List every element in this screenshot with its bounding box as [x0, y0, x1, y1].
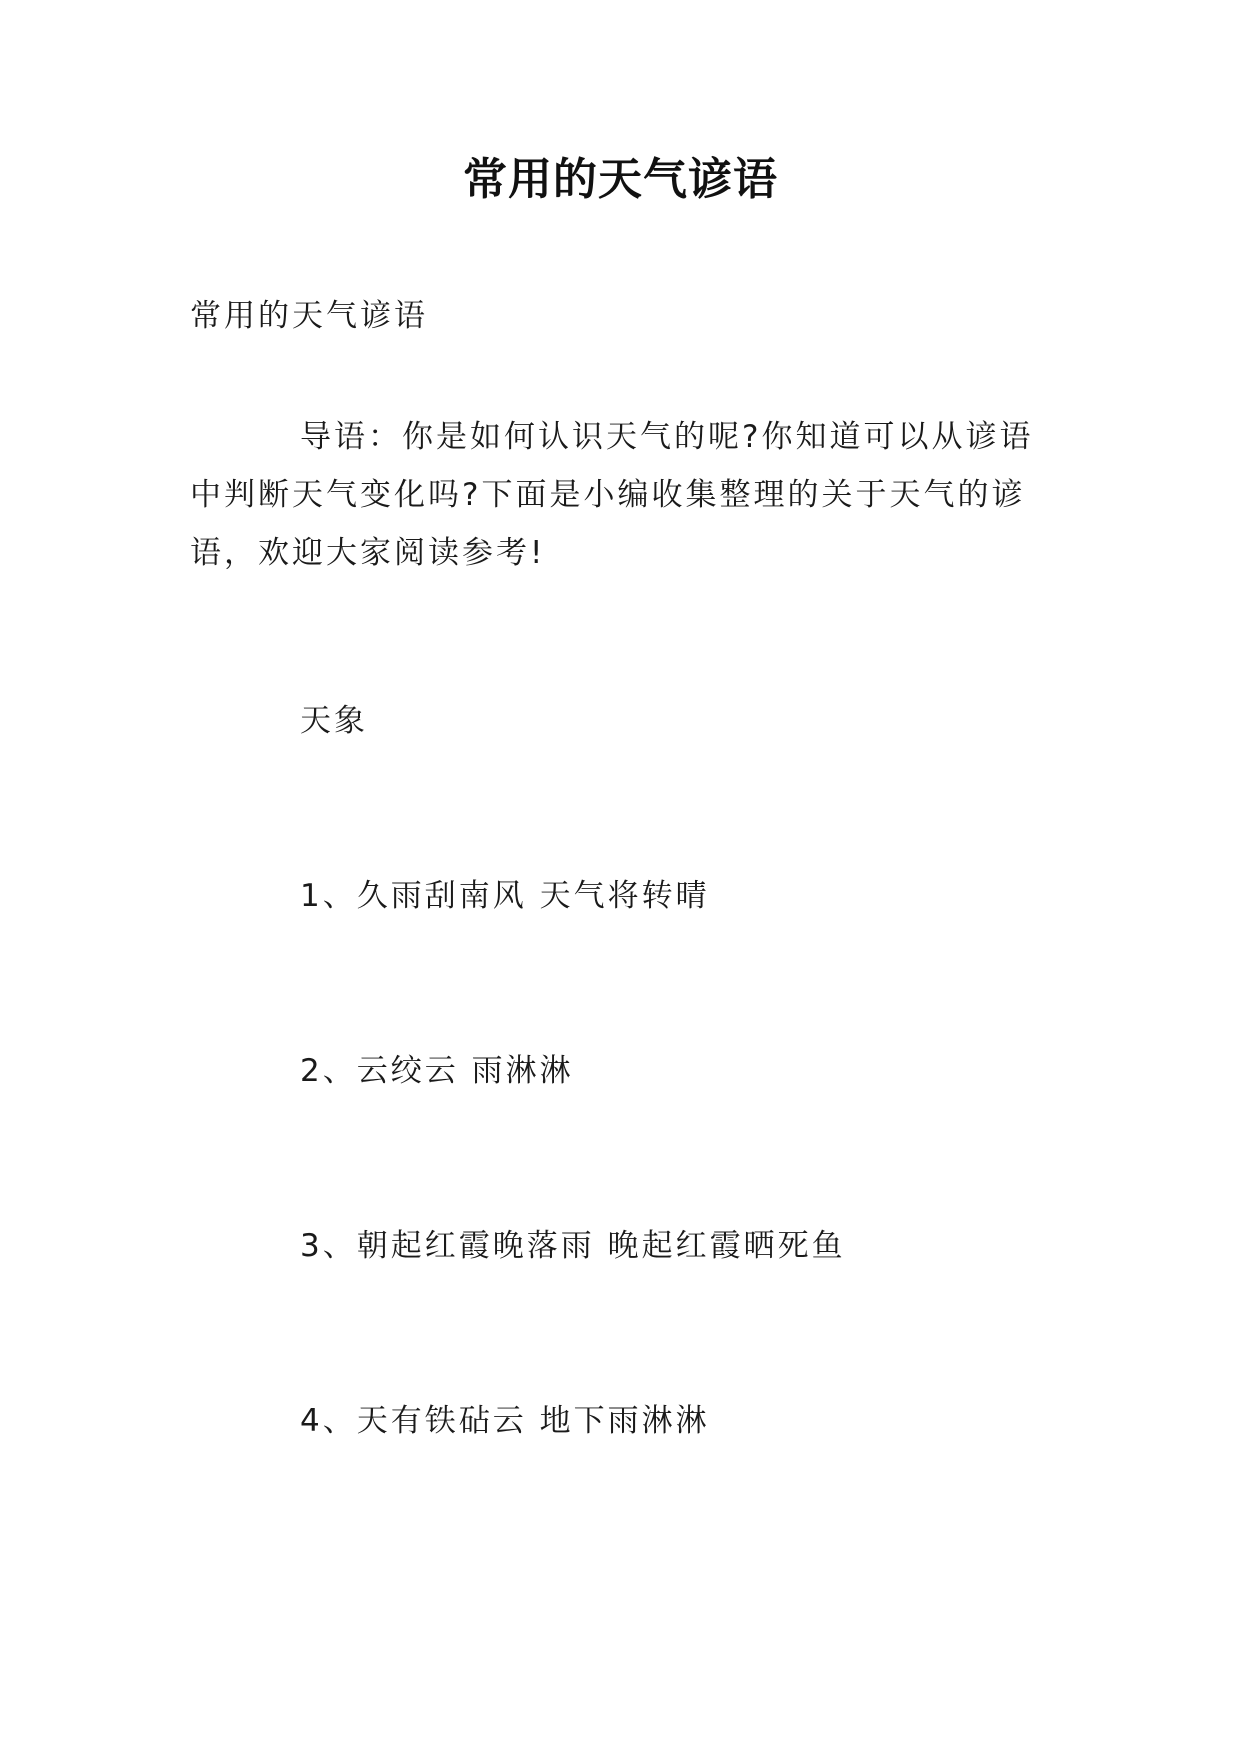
- list-item: 4、天有铁砧云 地下雨淋淋: [300, 1403, 710, 1439]
- page-title: 常用的天气谚语: [463, 154, 778, 205]
- list-item: 3、朝起红霞晚落雨 晚起红霞晒死鱼: [300, 1228, 846, 1264]
- section-title: 天象: [300, 703, 368, 739]
- intro-paragraph: 导语：你是如何认识天气的呢?你知道可以从谚语中判断天气变化吗?下面是小编收集整理的关于天气的谚语，欢迎大家阅读参考!: [190, 419, 1034, 571]
- list-item: 2、云绞云 雨淋淋: [300, 1053, 574, 1089]
- document-subtitle: 常用的天气谚语: [190, 298, 428, 334]
- list-item: 1、久雨刮南风 天气将转晴: [300, 878, 710, 914]
